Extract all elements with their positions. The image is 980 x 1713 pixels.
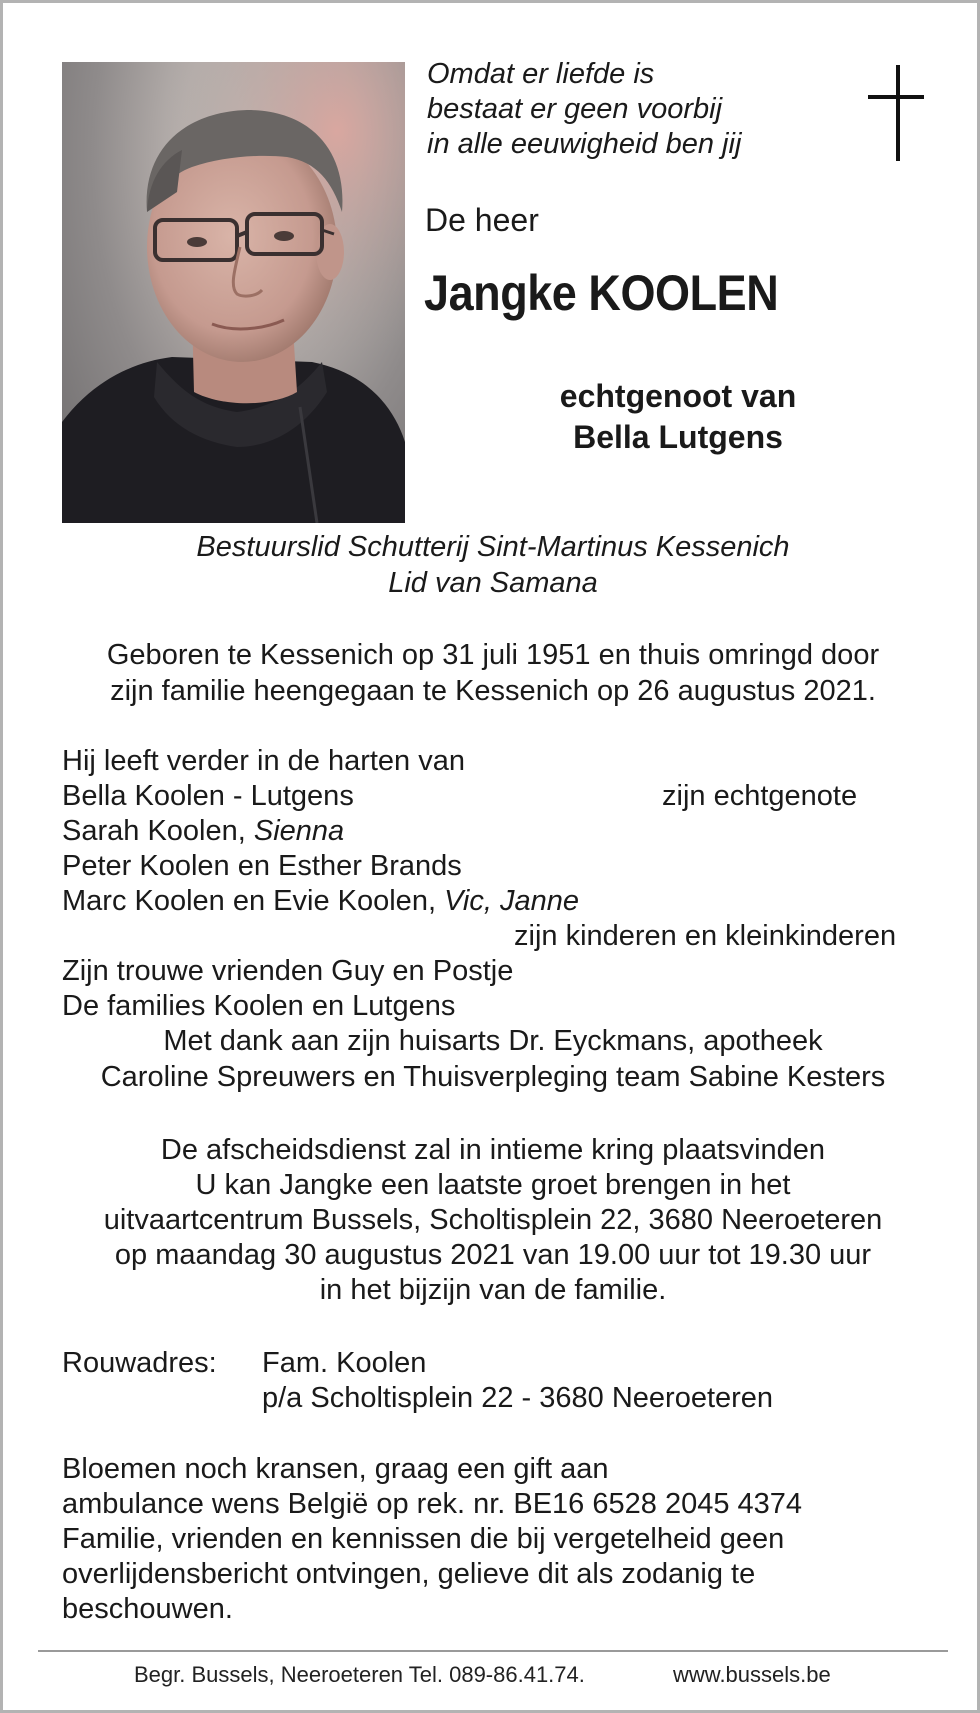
child-name: Sarah Koolen, [62, 815, 254, 847]
portrait-illustration [62, 62, 405, 523]
poem-line: Omdat er liefde is [427, 58, 655, 90]
undertaker-info: Begr. Bussels, Neeroeteren Tel. 089-86.41.74. [134, 1662, 585, 1687]
closing-line: Familie, vrienden en kennissen die bij vergetelheid geen [62, 1523, 785, 1555]
footer [3, 1660, 980, 1690]
service-line: in het bijzijn van de familie. [319, 1274, 667, 1306]
service-details [3, 1133, 980, 1308]
roles [3, 529, 980, 601]
cross-icon-vertical [896, 65, 900, 161]
service-line: uitvaartcentrum Bussels, Scholtisplein 22, 3680 Neeroeteren [103, 1204, 883, 1236]
friends-line: Zijn trouwe vrienden Guy en Postje [62, 955, 514, 987]
deceased-name: Jangke KOOLEN [424, 265, 779, 321]
survivor-spouse: Bella Koolen - Lutgens [62, 780, 354, 812]
survivors-intro: Hij leeft verder in de harten van [62, 745, 465, 777]
families-line: De families Koolen en Lutgens [62, 990, 456, 1022]
spouse-relation: echtgenoot van [559, 378, 797, 414]
role-line: Lid van Samana [388, 567, 598, 599]
address-label: Rouwadres: [62, 1347, 217, 1379]
thanks-block [3, 1023, 980, 1095]
thanks-line: Caroline Spreuwers en Thuisverpleging team Sabine Kesters [100, 1061, 886, 1093]
survivor-child: Peter Koolen en Esther Brands [62, 850, 462, 882]
survivor-child [62, 813, 344, 849]
cross-icon-horizontal [868, 95, 924, 99]
survivor-child [62, 883, 579, 919]
closing-line: ambulance wens België op rek. nr. BE16 6528 2045 4374 [62, 1488, 803, 1520]
spouse-relation-label: zijn echtgenote [662, 780, 858, 812]
spouse-block [503, 376, 853, 458]
child-name: Marc Koolen en Evie Koolen, [62, 885, 445, 917]
birth-death-line: Geboren te Kessenich op 31 juli 1951 en thuis omringd door [106, 639, 880, 671]
closing-line: Bloemen noch kransen, graag een gift aan [62, 1453, 609, 1485]
poem-line: in alle eeuwigheid ben jij [427, 128, 742, 160]
closing-line: beschouwen. [62, 1593, 233, 1625]
grandchildren-names: Sienna [253, 815, 345, 847]
grandchildren-names: Vic, Janne [444, 885, 579, 917]
address-line: Fam. Koolen [262, 1347, 427, 1379]
footer-divider [38, 1650, 948, 1652]
service-line: U kan Jangke een laatste groet brengen in het [195, 1169, 791, 1201]
thanks-line: Met dank aan zijn huisarts Dr. Eyckmans, apotheek [163, 1025, 823, 1057]
spouse-name: Bella Lutgens [573, 419, 783, 455]
poem-line: bestaat er geen voorbij [427, 93, 723, 125]
service-line: De afscheidsdienst zal in intieme kring plaatsvinden [160, 1134, 826, 1166]
portrait-photo [62, 62, 405, 523]
role-line: Bestuurslid Schutterij Sint-Martinus Kessenich [196, 531, 790, 563]
birth-death-line: zijn familie heengegaan te Kessenich op 26 augustus 2021. [110, 675, 876, 707]
birth-death-notice [3, 637, 980, 709]
children-relation-label: zijn kinderen en kleinkinderen [514, 920, 897, 952]
honorific: De heer [425, 202, 539, 238]
service-line: op maandag 30 augustus 2021 van 19.00 uur tot 19.30 uur [114, 1239, 872, 1271]
website-link[interactable]: www.bussels.be [673, 1662, 831, 1687]
closing-line: overlijdensbericht ontvingen, gelieve dit als zodanig te [62, 1558, 756, 1590]
address-line: p/a Scholtisplein 22 - 3680 Neeroeteren [262, 1382, 774, 1414]
